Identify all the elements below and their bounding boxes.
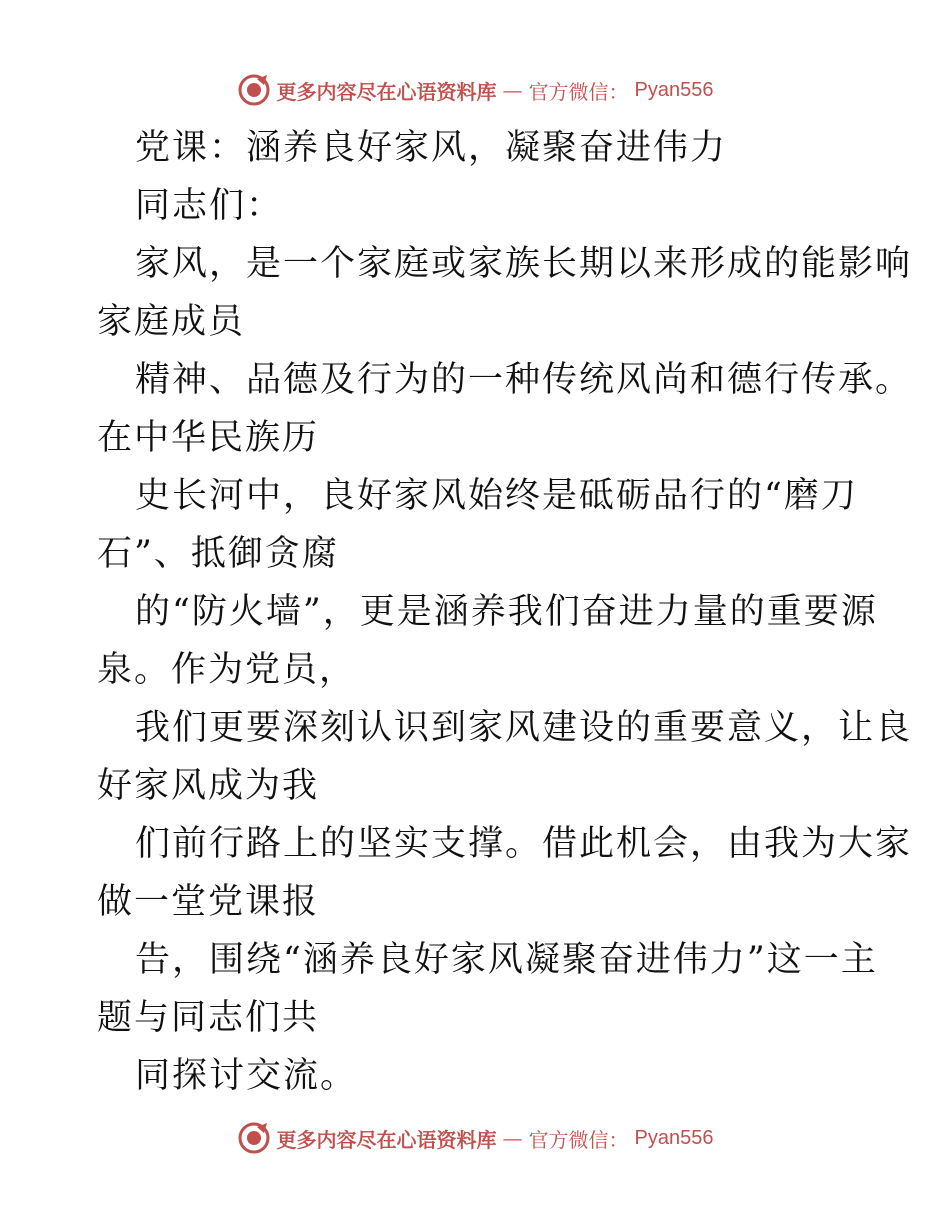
paragraph-line: 们前行路上的坚实支撑。借此机会，由我为大家 [135,824,913,864]
watermark-label: 官方微信： [528,1127,629,1152]
paragraph-line: 的“防火墙”，更是涵养我们奋进力量的重要源 [135,592,878,632]
paragraph-line: 家庭成员 [97,302,246,342]
logo-icon [237,73,271,107]
logo-icon [237,1121,271,1155]
header-watermark [0,70,950,110]
paragraph-line: 精神、品德及行为的一种传统风尚和德行传承。 [135,360,913,400]
paragraph-line: 石”、抵御贪腐 [97,534,339,574]
paragraph-line: 做一堂党课报 [97,882,320,922]
paragraph-line: 史长河中，良好家风始终是砥砺品行的“磨刀 [135,476,858,516]
paragraph-line: 家风，是一个家庭或家族长期以来形成的能影响 [135,244,913,284]
watermark-label: 官方微信： [528,79,629,104]
watermark-id: Pyan556 [634,1126,714,1149]
paragraph-line: 题与同志们共 [97,998,320,1038]
paragraph-line: 在中华民族历 [97,418,320,458]
watermark-brand: 更多内容尽在心语资料库 [276,79,497,104]
watermark-dash: — [502,78,523,102]
paragraph-line: 告，围绕“涵养良好家风凝聚奋进伟力”这一主 [135,940,878,980]
document-title: 党课：涵养良好家风，凝聚奋进伟力 [135,128,728,168]
watermark-id: Pyan556 [634,78,714,101]
watermark-brand: 更多内容尽在心语资料库 [276,1127,497,1152]
paragraph-line: 好家风成为我 [97,766,320,806]
salutation: 同志们： [135,186,284,226]
paragraph-line: 我们更要深刻认识到家风建设的重要意义，让良 [135,708,913,748]
paragraph-line: 同探讨交流。 [135,1056,358,1096]
watermark-dash: — [502,1126,523,1150]
footer-watermark [0,1118,950,1158]
paragraph-line: 泉。作为党员， [97,650,357,690]
